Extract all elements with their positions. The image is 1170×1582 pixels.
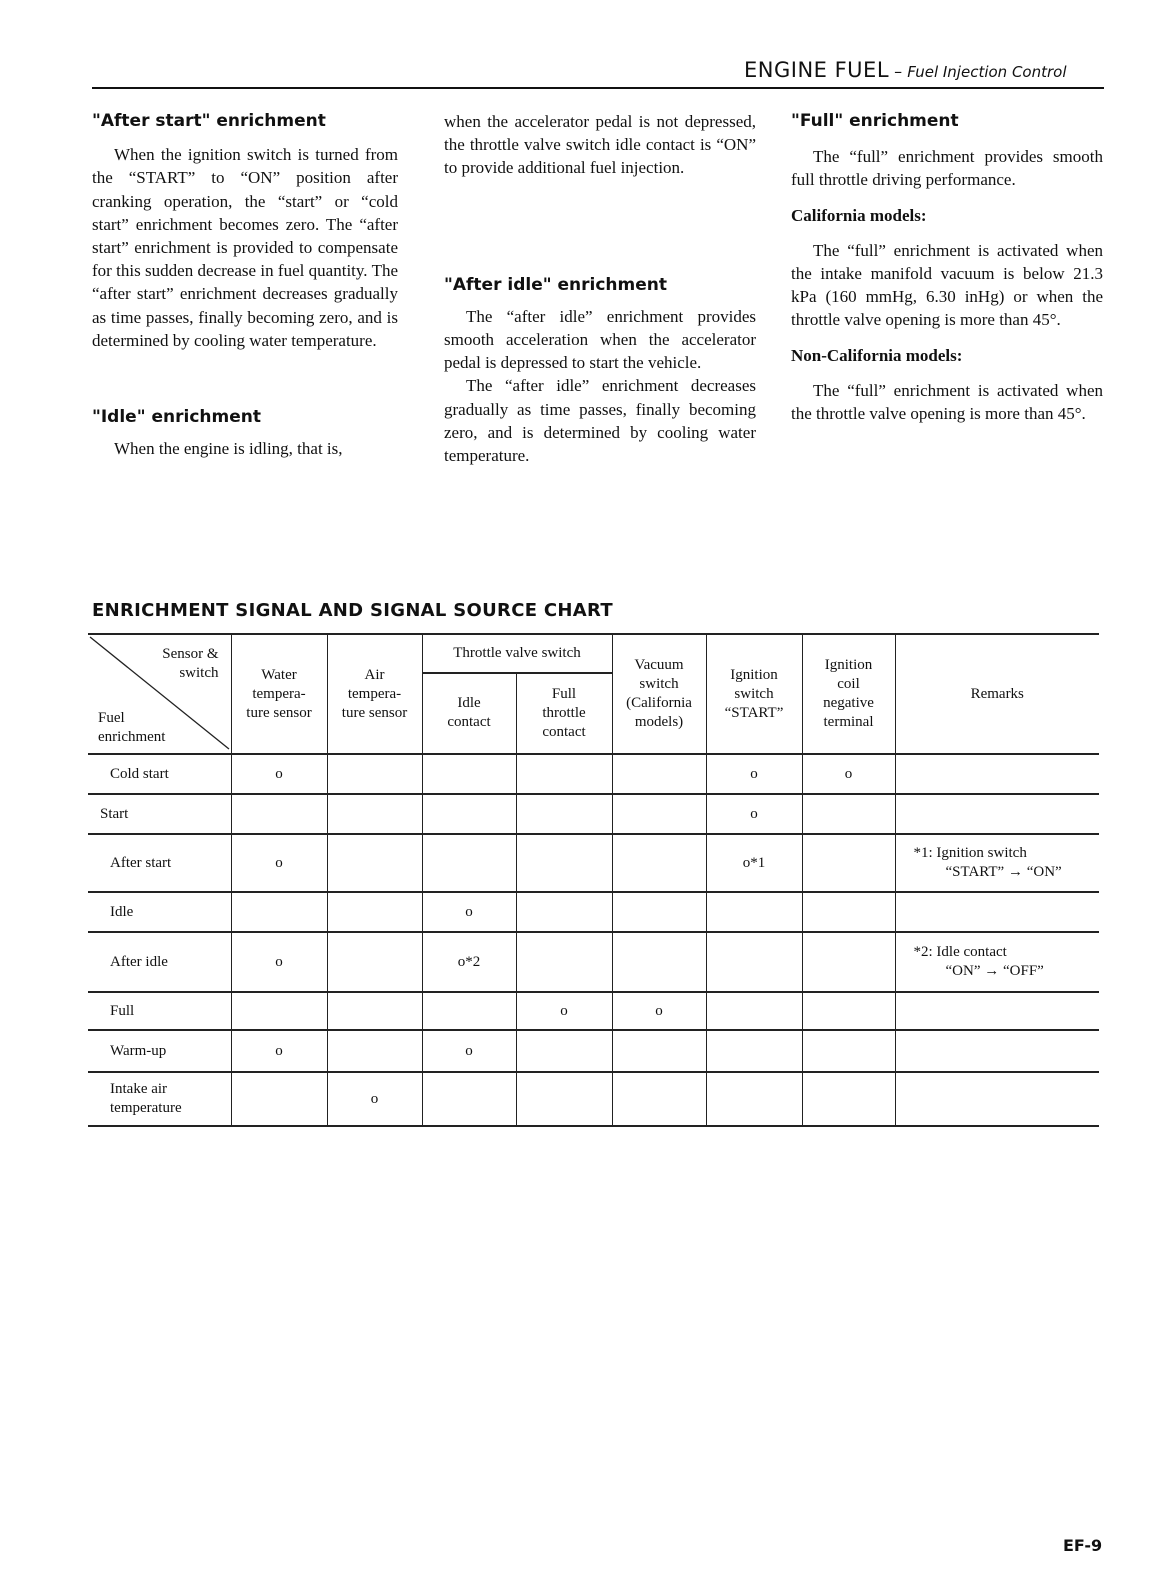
idle-paragraph: When the engine is idling, that is, bbox=[114, 439, 343, 459]
cell-mark: o bbox=[231, 932, 327, 992]
row-remark bbox=[895, 834, 1099, 892]
full-paragraph: The “full” enrichment provides smooth full throttle driving performance. bbox=[791, 147, 1103, 190]
header-text: contact bbox=[542, 723, 586, 740]
enrichment-chart-table bbox=[88, 633, 1099, 1127]
cell-mark bbox=[231, 992, 327, 1030]
cell-mark: o bbox=[706, 754, 802, 794]
table-row bbox=[88, 892, 1099, 932]
header-text: Air bbox=[364, 666, 385, 683]
cell-mark bbox=[612, 834, 706, 892]
full-heading: "Full" enrichment bbox=[791, 111, 959, 131]
remark-line-1: *2: Idle contact bbox=[913, 944, 1007, 960]
remark-line-2: “START” → “ON” bbox=[945, 864, 1062, 880]
california-paragraph: The “full” enrichment is activated when the intake manifold vacuum is below 21.3 kPa (160 mmHg, 6.30 inHg) or when the throttle valve opening is more than 45°. bbox=[791, 240, 1103, 330]
header-text: models) bbox=[634, 714, 684, 730]
header-subtitle: Fuel Injection Control bbox=[907, 63, 1067, 81]
row-label: Idle bbox=[88, 892, 231, 932]
cell-mark bbox=[327, 892, 422, 932]
text-column-2 bbox=[444, 110, 756, 467]
row-label: Warm-up bbox=[88, 1030, 231, 1072]
chart-title: ENRICHMENT SIGNAL AND SIGNAL SOURCE CHART bbox=[92, 600, 613, 621]
header-full-throttle-contact bbox=[516, 673, 612, 754]
cell-mark: o bbox=[231, 1030, 327, 1072]
cell-mark bbox=[802, 992, 895, 1030]
header-text: (California bbox=[626, 695, 692, 711]
cell-mark: o*2 bbox=[422, 932, 516, 992]
cell-mark bbox=[516, 892, 612, 932]
cell-mark bbox=[422, 1072, 516, 1126]
row-remark bbox=[895, 892, 1099, 932]
header-text: Ignition bbox=[824, 657, 873, 673]
corner-top-line-2: switch bbox=[179, 665, 219, 681]
header-text: terminal bbox=[823, 714, 874, 730]
cell-mark: o bbox=[516, 992, 612, 1030]
page-number: EF-9 bbox=[1063, 1536, 1103, 1555]
cell-mark bbox=[516, 754, 612, 794]
cell-mark bbox=[327, 1030, 422, 1072]
cell-mark: o*1 bbox=[706, 834, 802, 892]
cell-mark: o bbox=[231, 754, 327, 794]
header-text: tempera- bbox=[347, 685, 402, 702]
row-label: After start bbox=[88, 834, 231, 892]
row-label-line-2: temperature bbox=[110, 1100, 182, 1116]
cell-mark bbox=[516, 1030, 612, 1072]
cell-mark bbox=[706, 1072, 802, 1126]
cell-mark bbox=[327, 834, 422, 892]
cell-mark bbox=[422, 794, 516, 834]
table-row bbox=[88, 1072, 1099, 1126]
table-row bbox=[88, 794, 1099, 834]
cell-mark: o bbox=[706, 794, 802, 834]
non-california-paragraph: The “full” enrichment is activated when the throttle valve opening is more than 45°. bbox=[791, 380, 1103, 424]
idle-heading: "Idle" enrichment bbox=[92, 407, 261, 428]
text-column-1 bbox=[92, 110, 398, 460]
row-remark bbox=[895, 754, 1099, 794]
cell-mark: o bbox=[802, 754, 895, 794]
cell-mark bbox=[612, 1072, 706, 1126]
row-remark bbox=[895, 794, 1099, 834]
header-air-temp-sensor bbox=[327, 634, 422, 754]
table-row bbox=[88, 992, 1099, 1030]
cell-mark bbox=[231, 794, 327, 834]
header-text: tempera- bbox=[252, 685, 306, 702]
cell-mark bbox=[516, 834, 612, 892]
cell-mark bbox=[422, 834, 516, 892]
header-text: switch bbox=[639, 676, 679, 692]
row-remark bbox=[895, 1030, 1099, 1072]
row-label: Cold start bbox=[88, 754, 231, 794]
header-dash: – bbox=[889, 62, 908, 81]
cell-mark bbox=[422, 992, 516, 1030]
after-idle-heading: "After idle" enrichment bbox=[444, 274, 667, 295]
cell-mark bbox=[516, 932, 612, 992]
header-text: coil bbox=[837, 676, 860, 692]
corner-top-line-1: Sensor & bbox=[162, 646, 219, 662]
row-label bbox=[88, 1072, 231, 1126]
corner-header-cell bbox=[88, 634, 231, 754]
row-remark bbox=[895, 1072, 1099, 1126]
corner-bottom-line-1: Fuel bbox=[98, 710, 125, 726]
text-column-3 bbox=[791, 110, 1103, 425]
cell-mark bbox=[612, 932, 706, 992]
cell-mark bbox=[612, 1030, 706, 1072]
cell-mark bbox=[802, 834, 895, 892]
cell-mark bbox=[327, 932, 422, 992]
header-text: ture sensor bbox=[246, 704, 312, 721]
row-label: Start bbox=[88, 794, 231, 834]
cell-mark bbox=[706, 992, 802, 1030]
corner-top-label bbox=[162, 645, 218, 683]
table-row bbox=[88, 1030, 1099, 1072]
corner-bottom-label bbox=[98, 709, 165, 747]
row-remark bbox=[895, 932, 1099, 992]
idle-continued-paragraph: when the accelerator pedal is not depressed, the throttle valve switch idle contact is “ON” to provide additional fuel injection. bbox=[444, 112, 756, 178]
header-water-temp-sensor bbox=[231, 634, 327, 754]
row-label: Full bbox=[88, 992, 231, 1030]
cell-mark bbox=[802, 794, 895, 834]
remark-line-2: “ON” → “OFF” bbox=[945, 963, 1044, 979]
table-row bbox=[88, 932, 1099, 992]
header-idle-contact bbox=[422, 673, 516, 754]
after-start-paragraph: When the ignition switch is turned from the “START” to “ON” position after cranking operation, the “start” or “cold start” enrichment becomes zero. The “after start” enrichment is provided to compensate for this sudden decrease in fuel quantity. The “after start” enrichment decreases gradually as time passes, finally becoming zero, and is determined by cooling water temperature. bbox=[92, 145, 398, 350]
corner-bottom-line-2: enrichment bbox=[98, 729, 166, 745]
cell-mark bbox=[516, 794, 612, 834]
header-text: Ignition bbox=[730, 666, 778, 683]
header-vacuum-switch bbox=[612, 634, 706, 754]
header-text: throttle bbox=[542, 704, 586, 721]
cell-mark bbox=[802, 892, 895, 932]
header-text: contact bbox=[447, 714, 491, 731]
cell-mark bbox=[706, 1030, 802, 1072]
remark-line-1: *1: Ignition switch bbox=[913, 845, 1027, 861]
row-remark bbox=[895, 992, 1099, 1030]
cell-mark: o bbox=[422, 892, 516, 932]
cell-mark bbox=[802, 1030, 895, 1072]
header-ignition-coil bbox=[802, 634, 895, 754]
after-idle-paragraph-1: The “after idle” enrichment provides smooth acceleration when the accelerator pedal is depressed to start the vehicle. bbox=[444, 306, 756, 373]
cell-mark bbox=[802, 1072, 895, 1126]
header-text: Water bbox=[261, 666, 297, 683]
row-label: After idle bbox=[88, 932, 231, 992]
cell-mark: o bbox=[612, 992, 706, 1030]
header-text: ture sensor bbox=[341, 704, 408, 721]
cell-mark bbox=[802, 932, 895, 992]
cell-mark: o bbox=[231, 834, 327, 892]
cell-mark bbox=[327, 992, 422, 1030]
cell-mark bbox=[422, 754, 516, 794]
cell-mark bbox=[612, 892, 706, 932]
cell-mark bbox=[706, 892, 802, 932]
cell-mark bbox=[327, 794, 422, 834]
cell-mark bbox=[612, 754, 706, 794]
header-text: negative bbox=[823, 695, 874, 711]
header-remarks: Remarks bbox=[895, 634, 1099, 754]
after-start-heading: "After start" enrichment bbox=[92, 111, 326, 131]
cell-mark bbox=[231, 1072, 327, 1126]
cell-mark: o bbox=[327, 1072, 422, 1126]
cell-mark bbox=[706, 932, 802, 992]
after-idle-paragraph-2: The “after idle” enrichment decreases gradually as time passes, finally becoming zero, and is determined by cooling water temperature. bbox=[444, 376, 756, 466]
header-divider bbox=[92, 87, 1104, 89]
header-text: switch bbox=[734, 685, 774, 702]
cell-mark bbox=[516, 1072, 612, 1126]
header-text: Vacuum bbox=[634, 657, 684, 673]
table-row bbox=[88, 834, 1099, 892]
cell-mark: o bbox=[422, 1030, 516, 1072]
non-california-heading: Non-California models: bbox=[791, 345, 963, 365]
header-throttle-valve-switch: Throttle valve switch bbox=[422, 634, 612, 673]
header-ignition-switch bbox=[706, 634, 802, 754]
cell-mark bbox=[612, 794, 706, 834]
row-label-line-1: Intake air bbox=[110, 1081, 168, 1097]
header-text: “START” bbox=[724, 704, 784, 721]
cell-mark bbox=[327, 754, 422, 794]
cell-mark bbox=[231, 892, 327, 932]
header-text: Full bbox=[551, 685, 577, 702]
chart-header-row-1 bbox=[88, 634, 1099, 673]
header-section: ENGINE FUEL bbox=[744, 58, 890, 82]
table-row bbox=[88, 754, 1099, 794]
header-text: Idle bbox=[457, 695, 481, 712]
california-heading: California models: bbox=[791, 205, 927, 225]
page-header bbox=[744, 58, 1067, 82]
